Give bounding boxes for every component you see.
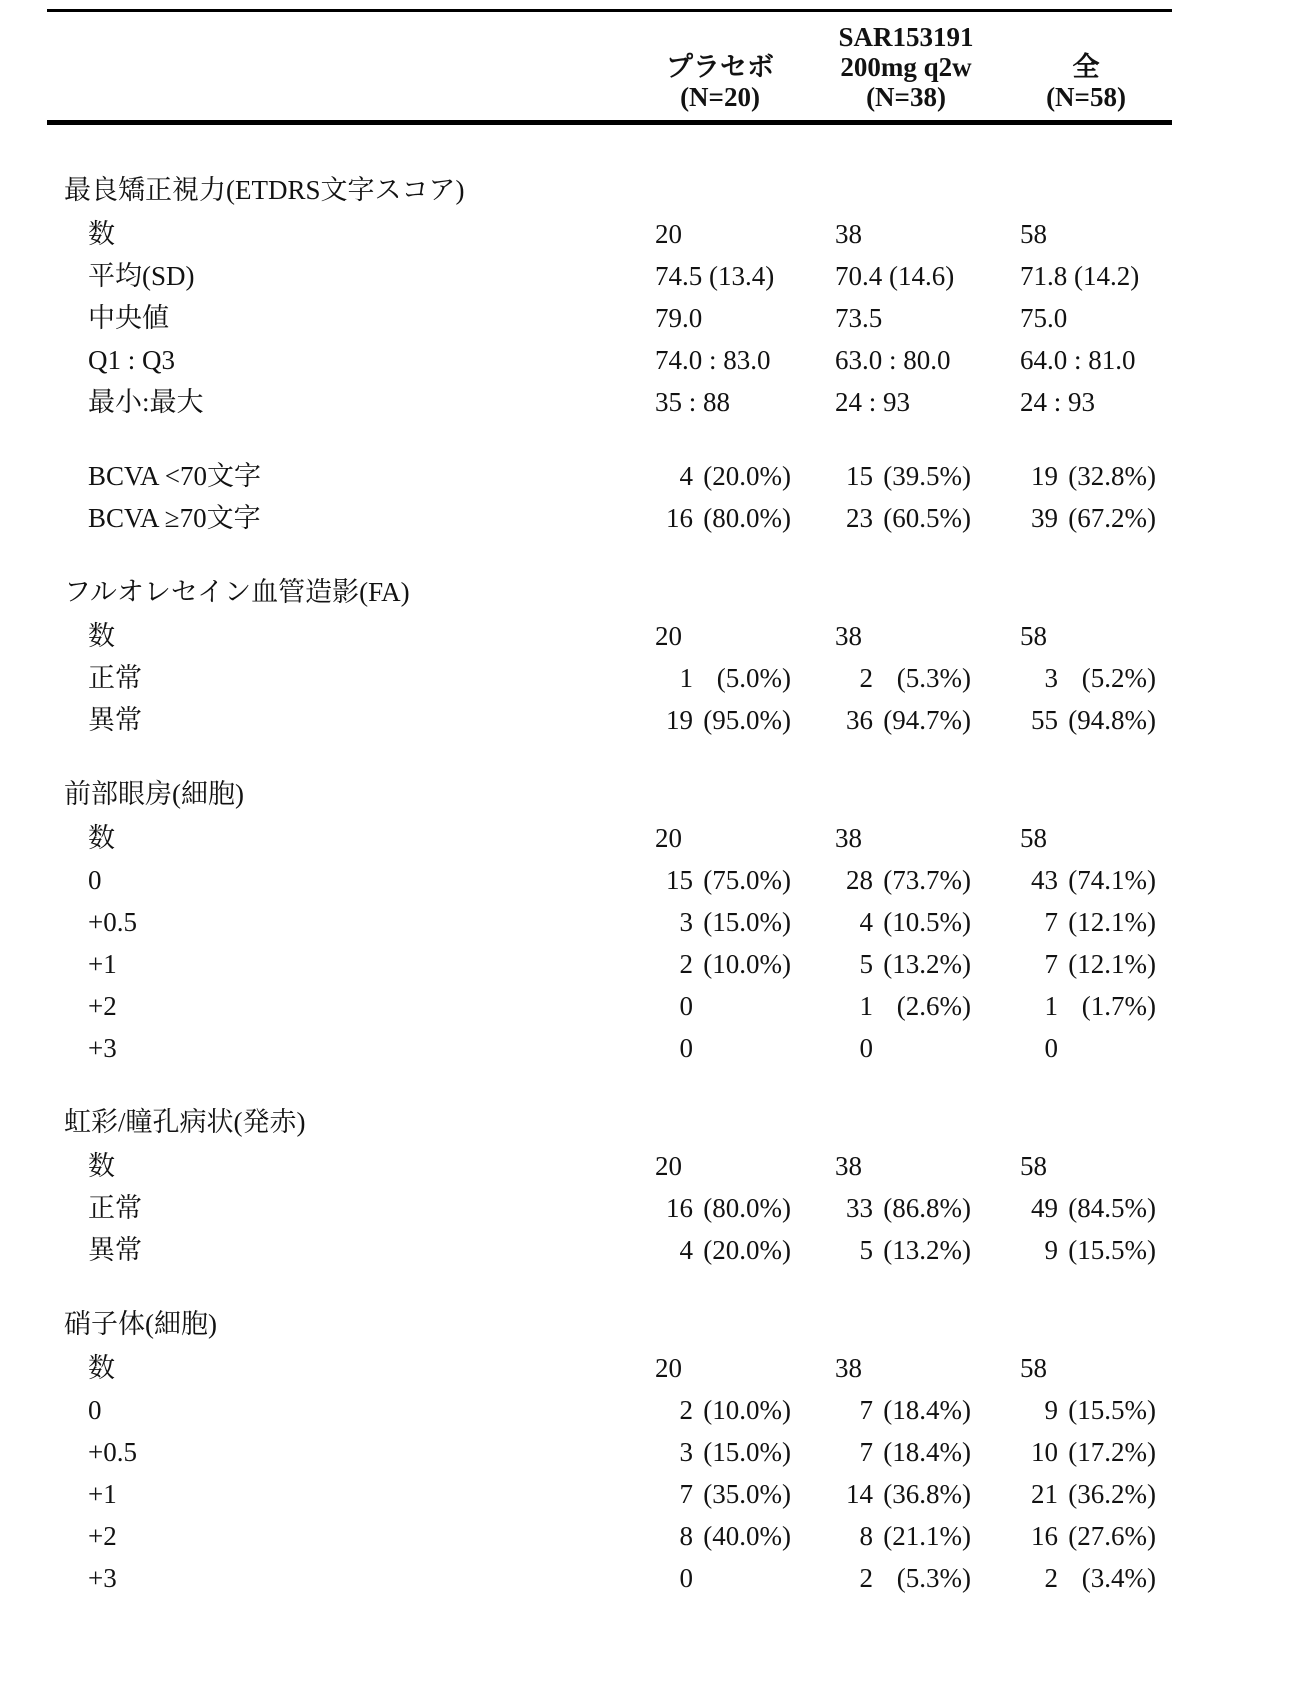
cell-percent: (75.0%) <box>703 865 791 895</box>
table-cell: 20 <box>655 1353 682 1383</box>
table-row <box>0 699 1309 741</box>
table-cell <box>655 985 791 1027</box>
row-label: 0 <box>88 1395 102 1425</box>
table-cell: 38 <box>835 621 862 651</box>
cell-count: 7 <box>859 1395 873 1425</box>
table-row <box>0 455 1309 497</box>
cell-percent: (5.0%) <box>716 663 791 693</box>
cell-count: 0 <box>1044 1033 1058 1063</box>
table-row <box>0 1515 1309 1557</box>
table-row <box>0 615 1309 657</box>
cell-count: 2 <box>679 1395 693 1425</box>
table-row <box>0 1557 1309 1599</box>
table-row <box>0 1027 1309 1069</box>
table-cell <box>835 455 971 497</box>
table-section <box>0 1301 1309 1599</box>
cell-percent: (74.1%) <box>1068 865 1156 895</box>
table-row <box>0 657 1309 699</box>
row-label: +2 <box>88 1521 117 1551</box>
row-label: +1 <box>88 1479 117 1509</box>
cell-percent: (15.5%) <box>1068 1395 1156 1425</box>
cell-count: 43 <box>1031 865 1058 895</box>
cell-percent: (3.4%) <box>1081 1563 1156 1593</box>
table-cell <box>655 1187 791 1229</box>
cell-percent: (10.0%) <box>703 949 791 979</box>
table-cell <box>835 1431 971 1473</box>
table-cell: 20 <box>655 1151 682 1181</box>
table-row <box>0 213 1309 255</box>
cell-count: 10 <box>1031 1437 1058 1467</box>
table-cell: 38 <box>835 1151 862 1181</box>
cell-count: 0 <box>679 1033 693 1063</box>
table-cell <box>835 1515 971 1557</box>
section-title: フルオレセイン血管造影(FA) <box>64 577 410 607</box>
cell-count: 36 <box>846 705 873 735</box>
cell-count: 2 <box>859 663 873 693</box>
table-cell: 70.4 (14.6) <box>835 261 955 291</box>
cell-percent: (94.8%) <box>1068 705 1156 735</box>
cell-count: 8 <box>679 1521 693 1551</box>
cell-percent: (2.6%) <box>896 991 971 1021</box>
table-cell: 38 <box>835 823 862 853</box>
table-body <box>0 125 1309 1599</box>
cell-count: 15 <box>666 865 693 895</box>
table-cell <box>835 1557 971 1599</box>
row-label: 数 <box>88 823 115 853</box>
header-col-label: 全 <box>1072 52 1100 82</box>
table-cell <box>835 657 971 699</box>
table-row <box>0 1389 1309 1431</box>
cell-count: 39 <box>1031 503 1058 533</box>
table-cell <box>655 1473 791 1515</box>
table-cell <box>655 1557 791 1599</box>
cell-count: 14 <box>846 1479 873 1509</box>
cell-count: 16 <box>666 1193 693 1223</box>
cell-percent: (67.2%) <box>1068 503 1156 533</box>
section-title: 虹彩/瞳孔病状(発赤) <box>64 1107 306 1137</box>
cell-count: 23 <box>846 503 873 533</box>
cell-count: 7 <box>1044 907 1058 937</box>
header-col-label: SAR153191 <box>838 22 974 52</box>
row-label: 平均(SD) <box>88 261 195 291</box>
table-cell <box>1020 1389 1156 1431</box>
table-cell <box>655 859 791 901</box>
cell-percent: (32.8%) <box>1068 461 1156 491</box>
table-cell <box>835 497 971 539</box>
cell-count: 7 <box>859 1437 873 1467</box>
table-cell <box>1020 1557 1156 1599</box>
table-cell <box>655 657 791 699</box>
cell-count: 16 <box>666 503 693 533</box>
cell-percent: (27.6%) <box>1068 1521 1156 1551</box>
cell-count: 3 <box>1044 663 1058 693</box>
row-label: 異常 <box>88 1235 142 1265</box>
table-cell: 71.8 (14.2) <box>1020 261 1140 291</box>
table-cell <box>655 1027 791 1069</box>
table-row <box>0 1347 1309 1389</box>
table-cell <box>1020 455 1156 497</box>
row-label: +3 <box>88 1033 117 1063</box>
table-section <box>0 1099 1309 1271</box>
table-row <box>0 1431 1309 1473</box>
table-cell <box>1020 1473 1156 1515</box>
table-cell: 38 <box>835 219 862 249</box>
header-col-all <box>995 52 1177 112</box>
cell-count: 2 <box>859 1563 873 1593</box>
table-cell <box>835 901 971 943</box>
cell-count: 7 <box>679 1479 693 1509</box>
cell-percent: (60.5%) <box>883 503 971 533</box>
cell-percent: (94.7%) <box>883 705 971 735</box>
table-cell <box>1020 985 1156 1027</box>
table-cell <box>655 1229 791 1271</box>
header-col-placebo <box>630 52 810 112</box>
cell-count: 0 <box>859 1033 873 1063</box>
cell-percent: (5.3%) <box>896 1563 971 1593</box>
cell-count: 9 <box>1044 1395 1058 1425</box>
table-row <box>0 497 1309 539</box>
table-cell <box>1020 901 1156 943</box>
cell-percent: (18.4%) <box>883 1395 971 1425</box>
section-title: 前部眼房(細胞) <box>64 779 244 809</box>
table-cell: 64.0 : 81.0 <box>1020 345 1136 375</box>
row-label: Q1 : Q3 <box>88 345 175 375</box>
header-col-label: プラセボ <box>666 52 774 82</box>
row-label: +1 <box>88 949 117 979</box>
cell-percent: (80.0%) <box>703 1193 791 1223</box>
table-cell: 35 : 88 <box>655 387 731 417</box>
cell-count: 4 <box>679 1235 693 1265</box>
cell-count: 21 <box>1031 1479 1058 1509</box>
header-col-dose: 200mg q2w <box>840 52 972 82</box>
cell-percent: (5.2%) <box>1081 663 1156 693</box>
cell-count: 19 <box>1031 461 1058 491</box>
table-cell <box>835 1027 971 1069</box>
table-cell: 38 <box>835 1353 862 1383</box>
table-cell <box>655 1389 791 1431</box>
cell-count: 3 <box>679 907 693 937</box>
cell-count: 3 <box>679 1437 693 1467</box>
row-label: 正常 <box>88 1193 142 1223</box>
cell-percent: (39.5%) <box>883 461 971 491</box>
cell-percent: (36.8%) <box>883 1479 971 1509</box>
row-label: +0.5 <box>88 907 137 937</box>
cell-percent: (80.0%) <box>703 503 791 533</box>
table-cell <box>1020 1431 1156 1473</box>
row-label: 0 <box>88 865 102 895</box>
table-cell <box>835 943 971 985</box>
cell-count: 33 <box>846 1193 873 1223</box>
cell-percent: (21.1%) <box>883 1521 971 1551</box>
table-section <box>0 167 1309 539</box>
table-cell <box>835 699 971 741</box>
cell-percent: (12.1%) <box>1068 907 1156 937</box>
cell-count: 28 <box>846 865 873 895</box>
table-cell: 24 : 93 <box>1020 387 1096 417</box>
cell-count: 2 <box>1044 1563 1058 1593</box>
cell-count: 1 <box>859 991 873 1021</box>
cell-percent: (10.5%) <box>883 907 971 937</box>
cell-percent: (20.0%) <box>703 461 791 491</box>
table-row <box>0 1229 1309 1271</box>
cell-percent: (5.3%) <box>896 663 971 693</box>
table-cell <box>655 699 791 741</box>
cell-percent: (15.0%) <box>703 907 791 937</box>
table-row <box>0 381 1309 423</box>
cell-percent: (15.5%) <box>1068 1235 1156 1265</box>
table-row <box>0 1145 1309 1187</box>
row-label: 数 <box>88 1151 115 1181</box>
table-cell: 20 <box>655 621 682 651</box>
table-cell <box>655 943 791 985</box>
table-cell <box>1020 497 1156 539</box>
cell-count: 19 <box>666 705 693 735</box>
cell-percent: (18.4%) <box>883 1437 971 1467</box>
section-title: 硝子体(細胞) <box>64 1309 217 1339</box>
table-cell <box>655 497 791 539</box>
table-cell: 73.5 <box>835 303 883 333</box>
cell-count: 4 <box>859 907 873 937</box>
cell-count: 49 <box>1031 1193 1058 1223</box>
cell-percent: (36.2%) <box>1068 1479 1156 1509</box>
table-row <box>0 297 1309 339</box>
table-row <box>0 255 1309 297</box>
cell-count: 15 <box>846 461 873 491</box>
cell-count: 16 <box>1031 1521 1058 1551</box>
table-cell <box>1020 1027 1156 1069</box>
table-cell <box>1020 1515 1156 1557</box>
cell-count: 0 <box>679 1563 693 1593</box>
table-cell <box>655 901 791 943</box>
table-row <box>0 1187 1309 1229</box>
cell-count: 1 <box>679 663 693 693</box>
cell-percent: (84.5%) <box>1068 1193 1156 1223</box>
table-cell <box>835 859 971 901</box>
table-cell <box>1020 657 1156 699</box>
cell-count: 5 <box>859 949 873 979</box>
cell-percent: (40.0%) <box>703 1521 791 1551</box>
cell-count: 4 <box>679 461 693 491</box>
row-label: 正常 <box>88 663 142 693</box>
cell-count: 8 <box>859 1521 873 1551</box>
cell-percent: (86.8%) <box>883 1193 971 1223</box>
header-col-n: (N=58) <box>1046 82 1126 112</box>
cell-count: 1 <box>1044 991 1058 1021</box>
table-row <box>0 859 1309 901</box>
table-cell <box>835 1473 971 1515</box>
table-cell <box>1020 1187 1156 1229</box>
row-label: 異常 <box>88 705 142 735</box>
table-cell <box>835 1229 971 1271</box>
table-cell <box>655 1431 791 1473</box>
cell-percent: (13.2%) <box>883 1235 971 1265</box>
table-cell: 24 : 93 <box>835 387 911 417</box>
row-label: +0.5 <box>88 1437 137 1467</box>
cell-percent: (15.0%) <box>703 1437 791 1467</box>
table-cell: 75.0 <box>1020 303 1068 333</box>
table-row <box>0 985 1309 1027</box>
row-label: 数 <box>88 219 115 249</box>
cell-percent: (73.7%) <box>883 865 971 895</box>
cell-percent: (35.0%) <box>703 1479 791 1509</box>
table-row <box>0 943 1309 985</box>
section-title: 最良矯正視力(ETDRS文字スコア) <box>64 175 465 205</box>
cell-count: 2 <box>679 949 693 979</box>
table-cell: 20 <box>655 219 682 249</box>
cell-count: 9 <box>1044 1235 1058 1265</box>
table-cell: 20 <box>655 823 682 853</box>
row-label: BCVA ≥70文字 <box>88 503 261 533</box>
table-cell: 58 <box>1020 621 1047 651</box>
header-col-sar153191 <box>808 22 1004 112</box>
row-label: 数 <box>88 621 115 651</box>
cell-percent: (17.2%) <box>1068 1437 1156 1467</box>
row-label: 最小:最大 <box>88 387 204 417</box>
cell-percent: (1.7%) <box>1081 991 1156 1021</box>
table-cell <box>835 985 971 1027</box>
table-cell: 58 <box>1020 1353 1047 1383</box>
table-cell <box>835 1187 971 1229</box>
table-row <box>0 1473 1309 1515</box>
table-cell: 74.0 : 83.0 <box>655 345 771 375</box>
table-cell <box>1020 1229 1156 1271</box>
table-cell: 58 <box>1020 823 1047 853</box>
cell-percent: (95.0%) <box>703 705 791 735</box>
table-cell <box>835 1389 971 1431</box>
row-label: 数 <box>88 1353 115 1383</box>
table-cell <box>1020 943 1156 985</box>
table-header <box>0 0 1309 125</box>
row-label: +2 <box>88 991 117 1021</box>
row-label: 中央値 <box>88 303 169 333</box>
cell-count: 5 <box>859 1235 873 1265</box>
table-cell: 58 <box>1020 1151 1047 1181</box>
header-col-n: (N=38) <box>866 82 946 112</box>
table-section <box>0 771 1309 1069</box>
table-cell: 58 <box>1020 219 1047 249</box>
table-row <box>0 901 1309 943</box>
table-cell <box>655 1515 791 1557</box>
cell-percent: (20.0%) <box>703 1235 791 1265</box>
table-row <box>0 817 1309 859</box>
row-label: BCVA <70文字 <box>88 461 262 491</box>
row-label: +3 <box>88 1563 117 1593</box>
table-cell: 63.0 : 80.0 <box>835 345 951 375</box>
table-cell <box>1020 699 1156 741</box>
header-col-n: (N=20) <box>680 82 760 112</box>
table-section <box>0 569 1309 741</box>
table-cell: 79.0 <box>655 303 703 333</box>
table-row <box>0 339 1309 381</box>
cell-percent: (13.2%) <box>883 949 971 979</box>
table-cell: 74.5 (13.4) <box>655 261 775 291</box>
cell-count: 7 <box>1044 949 1058 979</box>
cell-percent: (10.0%) <box>703 1395 791 1425</box>
table-cell <box>655 455 791 497</box>
table-cell <box>1020 859 1156 901</box>
cell-count: 0 <box>679 991 693 1021</box>
cell-percent: (12.1%) <box>1068 949 1156 979</box>
cell-count: 55 <box>1031 705 1058 735</box>
